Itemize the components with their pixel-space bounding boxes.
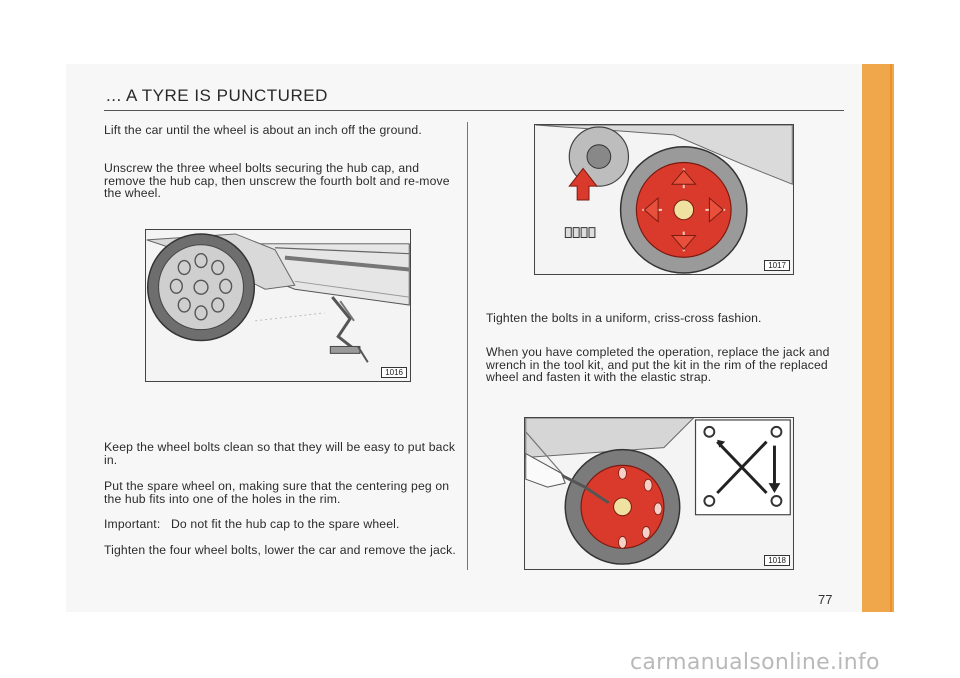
jack-wheel-illustration bbox=[146, 230, 410, 381]
paragraph-spare-wheel: Put the spare wheel on, making sure that the centering peg on the hub fits into one of the holes in the rim. bbox=[104, 479, 450, 506]
important-text: Do not fit the hub cap to the spare wheel. bbox=[170, 517, 400, 531]
page-number: 77 bbox=[818, 592, 833, 607]
paragraph-unscrew-bolts: Unscrew the three wheel bolts securing the hub cap, and remove the hub cap, then unscrew the fourth bolt and re-move the wheel. bbox=[104, 161, 450, 201]
figure-number: 1016 bbox=[381, 367, 407, 378]
section-tab bbox=[862, 64, 894, 612]
header-rule bbox=[104, 110, 844, 111]
tightening-illustration bbox=[535, 125, 793, 274]
watermark-text: carmanualsonline.info bbox=[630, 650, 880, 675]
figure-criss-cross-tightening bbox=[534, 124, 794, 275]
important-label: Important: bbox=[104, 517, 161, 531]
paragraph-lift-car: Lift the car until the wheel is about an inch off the ground. bbox=[104, 123, 422, 137]
paragraph-tighten-lower: Tighten the four wheel bolts, lower the car and remove the jack. bbox=[104, 543, 456, 557]
page-title: ... A TYRE IS PUNCTURED bbox=[106, 86, 328, 105]
figure-spare-wheel-fitting bbox=[524, 417, 794, 570]
paragraph-keep-bolts-clean: Keep the wheel bolts clean so that they will be easy to put back in. bbox=[104, 440, 456, 467]
figure-number: 1017 bbox=[764, 260, 790, 271]
column-divider bbox=[467, 122, 468, 570]
paragraph-replace-jack: When you have completed the operation, replace the jack and wrench in the tool kit, and put the kit in the rim of the replaced wheel and fasten it with the elastic strap. bbox=[486, 345, 830, 385]
paragraph-important bbox=[104, 518, 460, 531]
figure-number: 1018 bbox=[764, 555, 790, 566]
figure-jack-wheel bbox=[145, 229, 411, 382]
spare-wheel-illustration bbox=[525, 418, 793, 569]
paragraph-criss-cross: Tighten the bolts in a uniform, criss-cross fashion. bbox=[486, 311, 762, 325]
